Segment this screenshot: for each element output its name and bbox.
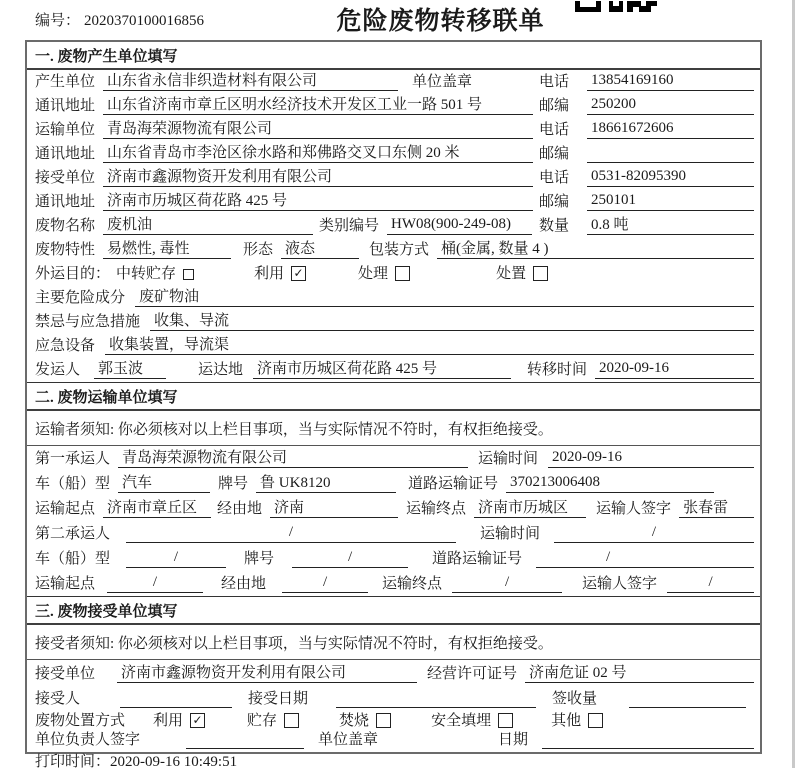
first-carrier-label: 第一承运人 bbox=[35, 451, 111, 467]
destination-value: 济南市历城区荷花路 425 号 bbox=[253, 357, 511, 379]
transport-time1-value: 2020-09-16 bbox=[548, 449, 754, 468]
end2-label: 运输终点 bbox=[382, 576, 443, 592]
first-carrier-row bbox=[27, 446, 760, 471]
origin2-value: / bbox=[107, 574, 203, 593]
emergency-equipment-value: 收集装置，导流渠 bbox=[105, 333, 754, 355]
date2-value bbox=[542, 730, 754, 749]
head-signature-value bbox=[186, 730, 304, 749]
disposal-option-other bbox=[551, 709, 603, 730]
purpose-option-treat bbox=[358, 262, 410, 283]
receiver-unit-label: 接受单位 bbox=[35, 170, 96, 186]
transporter-zip-group bbox=[539, 142, 754, 163]
end1-value: 济南市历城区 bbox=[474, 496, 586, 518]
signed-amount-label: 签收量 bbox=[552, 691, 598, 707]
road-permit1-label: 道路运输证号 bbox=[408, 476, 499, 492]
carrier-sign2-value: / bbox=[667, 574, 754, 593]
receiver-zip-value: 250101 bbox=[587, 192, 754, 211]
waste-name-value: 废机油 bbox=[103, 213, 313, 235]
receiver-notice: 接受者须知: 你必须核对以上栏目事项，当与实际情况不符时，有权拒绝接受。 bbox=[27, 625, 760, 660]
receiver-zip-group bbox=[539, 190, 754, 211]
producer-phone-value: 13854169160 bbox=[587, 72, 754, 91]
purpose-dispose-label: 处置 bbox=[496, 266, 527, 282]
transport-purpose-label: 外运目的： bbox=[35, 266, 111, 282]
receiver-unit-row bbox=[27, 166, 760, 190]
vehicle-type1-label: 车（船）型 bbox=[35, 476, 111, 492]
transporter-phone-value: 18661672606 bbox=[587, 120, 754, 139]
receiver-phone-label: 电话 bbox=[539, 170, 570, 186]
receiver-zip-label: 邮编 bbox=[539, 194, 570, 210]
receiver-address-value: 济南市历城区荷花路 425 号 bbox=[103, 189, 533, 211]
category-code-value: HW08(900-249-08) bbox=[387, 216, 532, 235]
receiver-unit-value: 济南市鑫源物资开发利用有限公司 bbox=[103, 165, 533, 187]
via2-value: / bbox=[282, 574, 368, 593]
purpose-dispose-checkbox bbox=[533, 266, 548, 281]
section1-header: 一. 废物产生单位填写 bbox=[27, 42, 760, 70]
receiver-phone-group bbox=[539, 166, 754, 187]
print-time-value: 2020-09-16 10:49:51 bbox=[110, 754, 238, 770]
disposal-store-checkbox bbox=[284, 713, 299, 728]
disposal-other-checkbox bbox=[588, 713, 603, 728]
waste-character-label: 废物特性 bbox=[35, 242, 96, 258]
doc-number-label: 编号： bbox=[35, 13, 81, 29]
disposal-other-label: 其他 bbox=[551, 713, 582, 729]
purpose-treat-checkbox bbox=[395, 266, 410, 281]
page-edge bbox=[792, 0, 795, 768]
doc-number-value: 2020370100016856 bbox=[84, 13, 205, 29]
signed-amount-value bbox=[629, 689, 746, 708]
producer-zip-value: 250200 bbox=[587, 96, 754, 115]
accept-unit-label: 接受单位 bbox=[35, 666, 96, 682]
packing-label: 包装方式 bbox=[369, 242, 430, 258]
transport-time2-value: / bbox=[554, 524, 754, 543]
page-title: 危险废物转移联单 bbox=[336, 8, 545, 35]
waste-form-value: 液态 bbox=[281, 237, 359, 259]
plate1-label: 牌号 bbox=[218, 476, 249, 492]
unit-seal2-label: 单位盖章 bbox=[318, 732, 379, 748]
head-signature-label: 单位负责人签字 bbox=[35, 732, 141, 748]
section3-header: 三. 废物接受单位填写 bbox=[27, 596, 760, 625]
producer-phone-label: 电话 bbox=[539, 74, 570, 90]
receiver-address-label: 通讯地址 bbox=[35, 194, 96, 210]
disposal-burn-checkbox bbox=[376, 713, 391, 728]
transporter-phone-label: 电话 bbox=[539, 122, 570, 138]
producer-phone-group bbox=[539, 70, 754, 91]
producer-unit-row bbox=[27, 70, 760, 94]
quantity-value: 0.8 吨 bbox=[587, 213, 754, 235]
carrier-sign1-value: 张春雷 bbox=[679, 496, 754, 518]
carrier-notice: 运输者须知: 你必须核对以上栏目事项，当与实际情况不符时，有权拒绝接受。 bbox=[27, 411, 760, 446]
origin2-label: 运输起点 bbox=[35, 576, 96, 592]
accept-unit-value: 济南市鑫源物资开发利用有限公司 bbox=[117, 661, 417, 683]
disposal-option-burn bbox=[339, 709, 391, 730]
shipper-row bbox=[27, 358, 760, 382]
producer-zip-group bbox=[539, 94, 754, 115]
vehicle-type1-value: 汽车 bbox=[118, 471, 210, 493]
shipper-value: 郭玉波 bbox=[94, 357, 166, 379]
transfer-form-table bbox=[25, 40, 762, 754]
shipper-label: 发运人 bbox=[35, 362, 81, 378]
carrier-sign1-label: 运输人签字 bbox=[596, 501, 672, 517]
disposal-option-landfill bbox=[431, 709, 513, 730]
disposal-use-checkbox: ✓ bbox=[190, 713, 205, 728]
origin1-value: 济南市章丘区 bbox=[103, 496, 211, 518]
road-permit1-value: 370213006408 bbox=[506, 474, 714, 493]
transfer-time-value: 2020-09-16 bbox=[595, 360, 754, 379]
recipient-row bbox=[27, 686, 760, 711]
transporter-phone-group bbox=[539, 118, 754, 139]
purpose-option-use bbox=[254, 262, 306, 283]
route1-row bbox=[27, 496, 760, 521]
second-carrier-value: / bbox=[126, 524, 456, 543]
transporter-address-row bbox=[27, 142, 760, 166]
disposal-burn-label: 焚烧 bbox=[339, 713, 370, 729]
emergency-measures-value: 收集、导流 bbox=[150, 309, 754, 331]
receiver-phone-value: 0531-82095390 bbox=[587, 168, 754, 187]
transfer-time-label: 转移时间 bbox=[527, 362, 588, 378]
license-label: 经营许可证号 bbox=[427, 666, 518, 682]
hazard-component-label: 主要危险成分 bbox=[35, 290, 126, 306]
producer-zip-label: 邮编 bbox=[539, 98, 570, 114]
carrier-sign2-label: 运输人签字 bbox=[582, 576, 658, 592]
vehicle2-row bbox=[27, 546, 760, 571]
emergency-equipment-row bbox=[27, 334, 760, 358]
print-time-label: 打印时间： bbox=[35, 754, 111, 770]
waste-name-row bbox=[27, 214, 760, 238]
via2-label: 经由地 bbox=[221, 576, 267, 592]
waste-character-value: 易燃性, 毒性 bbox=[103, 237, 231, 259]
plate1-value: 鲁 UK8120 bbox=[256, 471, 396, 493]
plate2-label: 牌号 bbox=[244, 551, 275, 567]
first-carrier-value: 青岛海荣源物流有限公司 bbox=[118, 446, 468, 468]
quantity-group bbox=[539, 213, 754, 235]
producer-address-value: 山东省济南市章丘区明水经济技术开发区工业一路 501 号 bbox=[103, 93, 533, 115]
waste-form-label: 形态 bbox=[243, 242, 274, 258]
via1-value: 济南 bbox=[270, 496, 398, 518]
recipient-value bbox=[120, 689, 232, 708]
emergency-equipment-label: 应急设备 bbox=[35, 338, 96, 354]
second-carrier-label: 第二承运人 bbox=[35, 526, 111, 542]
license-value: 济南危证 02 号 bbox=[525, 661, 754, 683]
section2-header: 二. 废物运输单位填写 bbox=[27, 382, 760, 411]
unit-seal-label: 单位盖章 bbox=[412, 74, 473, 90]
road-permit2-value: / bbox=[536, 549, 754, 568]
receiver-address-row bbox=[27, 190, 760, 214]
emergency-measures-label: 禁忌与应急措施 bbox=[35, 314, 141, 330]
waste-character-row bbox=[27, 238, 760, 262]
purpose-use-label: 利用 bbox=[254, 266, 285, 282]
producer-unit-label: 产生单位 bbox=[35, 74, 96, 90]
hazard-component-row bbox=[27, 286, 760, 310]
second-carrier-row bbox=[27, 521, 760, 546]
hazard-component-value: 废矿物油 bbox=[135, 285, 754, 307]
transport-time1-label: 运输时间 bbox=[478, 451, 539, 467]
purpose-use-checkbox: ✓ bbox=[291, 266, 306, 281]
destination-label: 运达地 bbox=[198, 362, 244, 378]
end1-label: 运输终点 bbox=[406, 501, 467, 517]
transporter-zip-value bbox=[587, 144, 754, 163]
producer-address-row bbox=[27, 94, 760, 118]
disposal-landfill-label: 安全填埋 bbox=[431, 713, 492, 729]
road-permit2-label: 道路运输证号 bbox=[432, 551, 523, 567]
purpose-option-storage bbox=[116, 262, 194, 283]
disposal-store-label: 贮存 bbox=[247, 713, 278, 729]
waste-name-label: 废物名称 bbox=[35, 218, 96, 234]
via1-label: 经由地 bbox=[217, 501, 263, 517]
disposal-option-store bbox=[247, 709, 299, 730]
packing-value: 桶(金属, 数量 4 ) bbox=[437, 237, 754, 259]
end2-value: / bbox=[452, 574, 562, 593]
accept-date-value bbox=[336, 689, 536, 708]
transport-purpose-row bbox=[27, 262, 760, 286]
purpose-treat-label: 处理 bbox=[358, 266, 389, 282]
purpose-option-dispose bbox=[496, 262, 548, 283]
disposal-landfill-checkbox bbox=[498, 713, 513, 728]
transporter-unit-row bbox=[27, 118, 760, 142]
accept-unit-row bbox=[27, 660, 760, 686]
transporter-address-label: 通讯地址 bbox=[35, 146, 96, 162]
transport-time2-label: 运输时间 bbox=[480, 526, 541, 542]
origin1-label: 运输起点 bbox=[35, 501, 96, 517]
transporter-unit-label: 运输单位 bbox=[35, 122, 96, 138]
route2-row bbox=[27, 571, 760, 596]
disposal-use-label: 利用 bbox=[153, 713, 184, 729]
emergency-measures-row bbox=[27, 310, 760, 334]
transporter-zip-label: 邮编 bbox=[539, 146, 570, 162]
category-code-label: 类别编号 bbox=[319, 218, 380, 234]
disposal-method-label: 废物处置方式 bbox=[35, 713, 126, 729]
quantity-label: 数量 bbox=[539, 218, 570, 234]
vehicle-type2-value: / bbox=[126, 549, 226, 568]
vehicle-type2-label: 车（船）型 bbox=[35, 551, 111, 567]
producer-unit-value: 山东省永信非织造材料有限公司 bbox=[103, 69, 398, 91]
transporter-unit-value: 青岛海荣源物流有限公司 bbox=[103, 117, 533, 139]
plate2-value: / bbox=[292, 549, 408, 568]
recipient-label: 接受人 bbox=[35, 691, 81, 707]
accept-date-label: 接受日期 bbox=[248, 691, 309, 707]
producer-address-label: 通讯地址 bbox=[35, 98, 96, 114]
purpose-storage-label: 中转贮存 bbox=[116, 266, 177, 282]
purpose-storage-checkbox bbox=[183, 269, 194, 280]
date2-label: 日期 bbox=[498, 732, 529, 748]
disposal-option-use bbox=[153, 709, 205, 730]
transporter-address-value: 山东省青岛市李沧区徐水路和郑佛路交叉口东侧 20 米 bbox=[103, 141, 533, 163]
vehicle1-row bbox=[27, 471, 760, 496]
